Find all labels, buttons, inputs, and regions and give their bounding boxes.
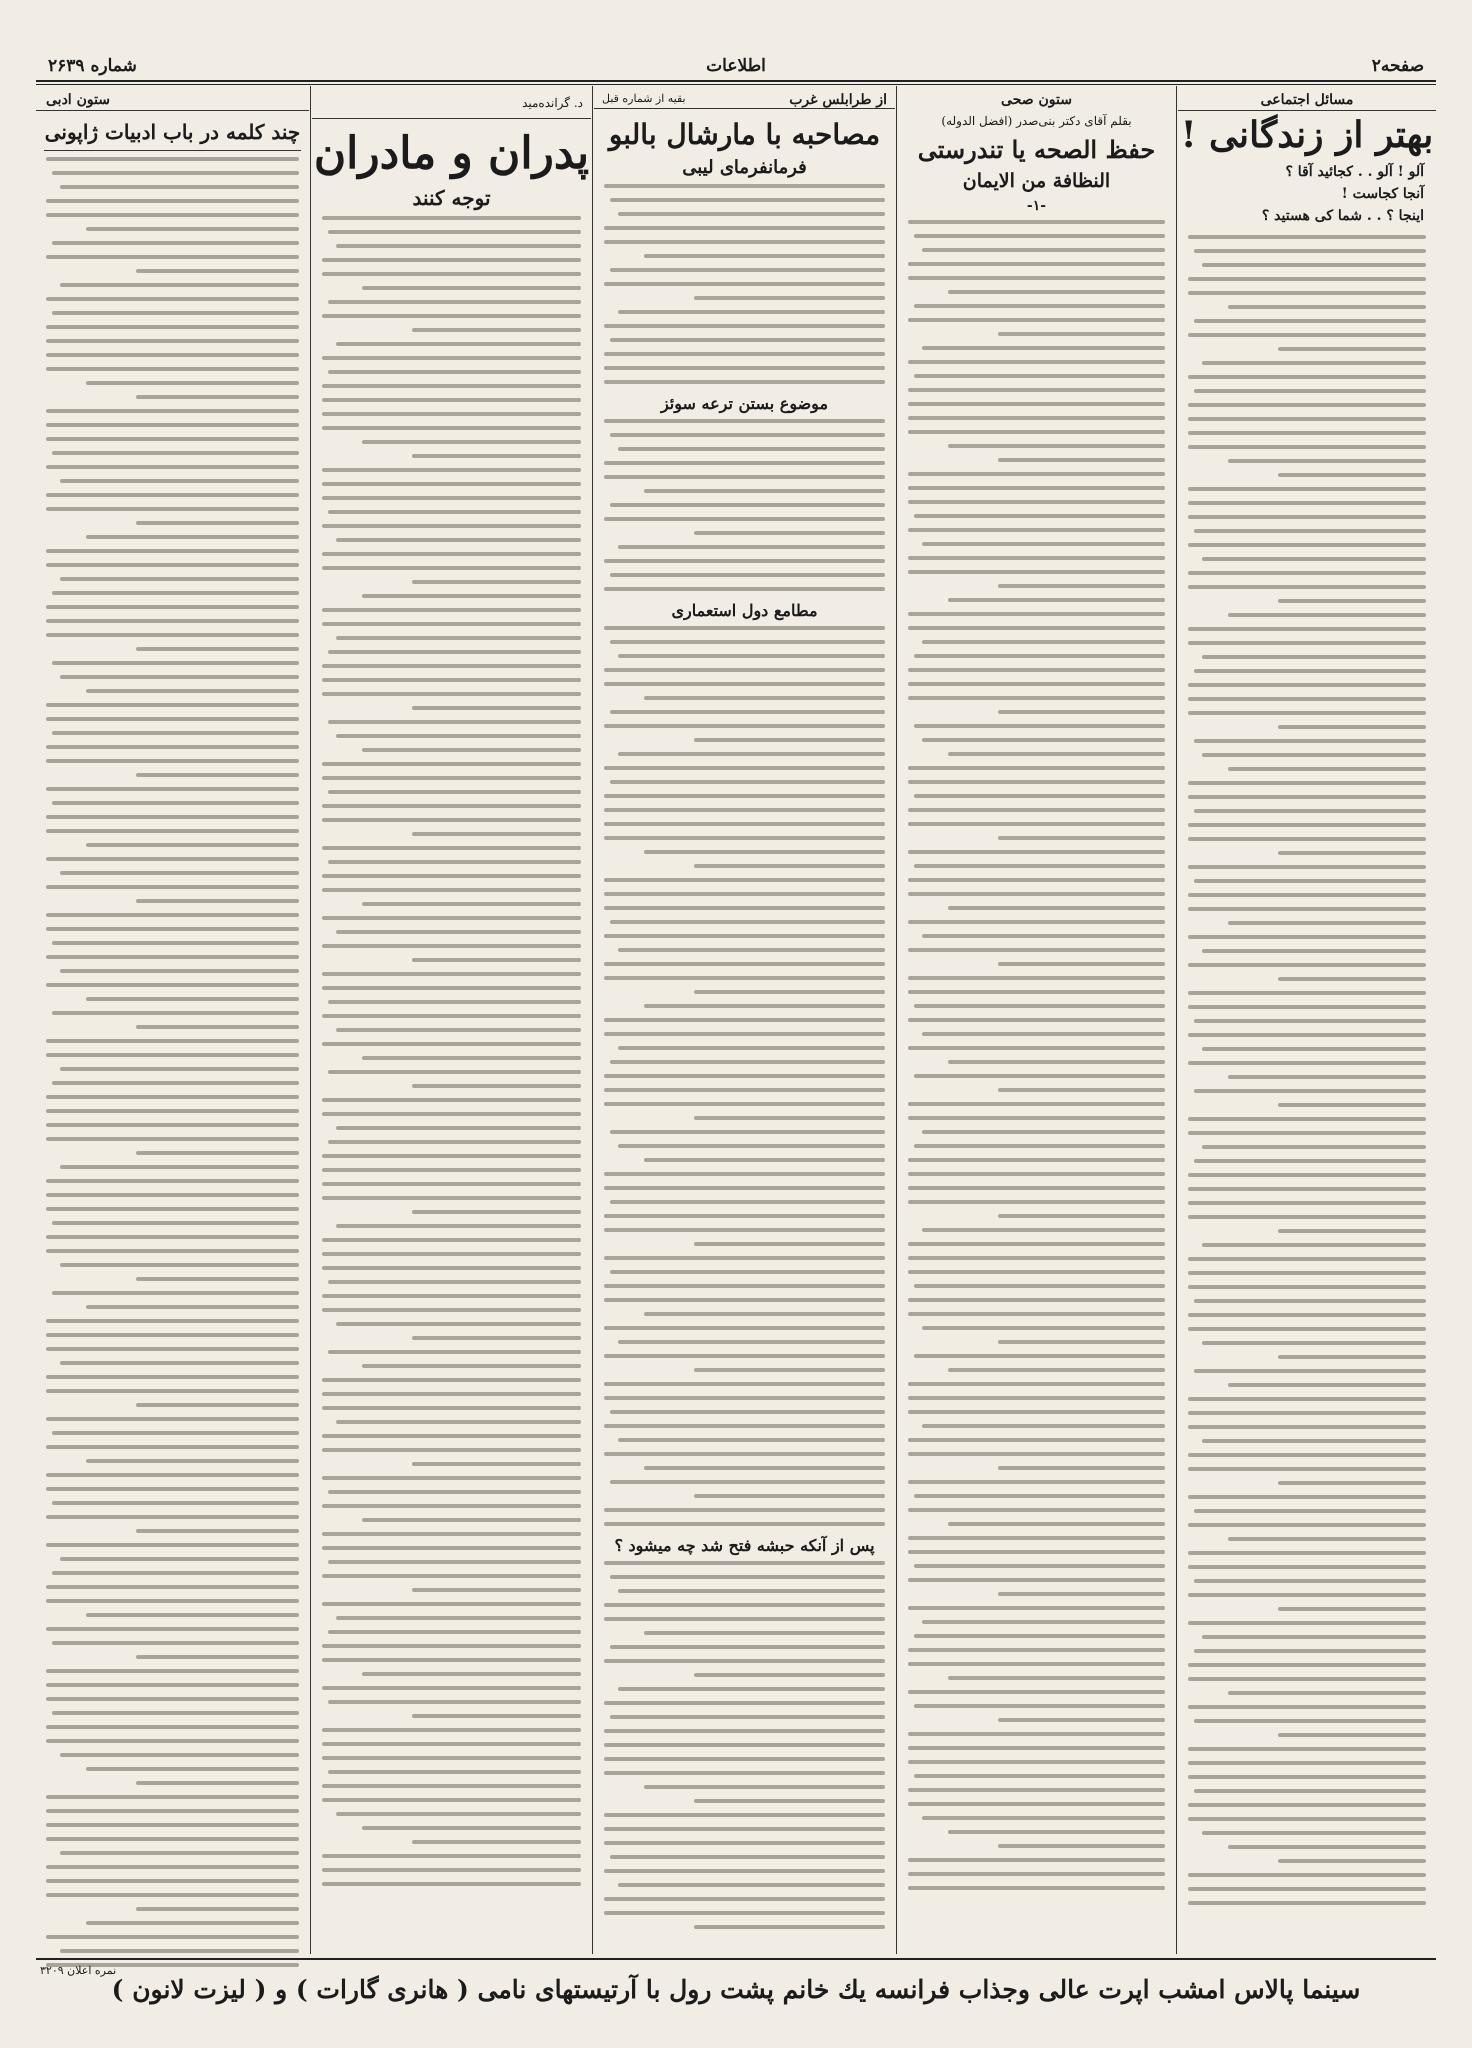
article-body	[604, 626, 885, 1526]
article-headline: بهتر از زندگانی !	[1180, 114, 1434, 156]
article-body	[322, 216, 581, 1886]
section-label: ستون ادبی	[46, 92, 111, 108]
dialog-line: اینجا ؟ . . شما کی هستید ؟	[1261, 207, 1424, 224]
article-body	[46, 157, 299, 1967]
column-social	[1178, 86, 1436, 1954]
column-divider	[592, 86, 593, 1954]
paper-name: اطلاعات	[706, 56, 766, 76]
article-body	[1188, 235, 1426, 1905]
page-label: صفحه۲	[1371, 56, 1424, 76]
section-label: از طرابلس غرب	[789, 92, 887, 108]
column-divider	[310, 86, 311, 1954]
article-body	[604, 419, 885, 591]
ad-text: سینما پالاس امشب اپرت عالی وجذاب فرانسه یك خانم پشت رول با آرتیستهای نامی ( هانری گارات ) و ( لیزت لانون )	[111, 1975, 1361, 2004]
article-headline: حفظ الصحه یا تندرستی	[917, 135, 1156, 164]
section-subheading: موضوع بستن ترعه سوئز	[660, 394, 829, 414]
article-subheadline: توجه کنند	[412, 185, 491, 210]
author-byline: د. گرانده‌مید	[522, 96, 583, 110]
article-body	[604, 184, 885, 384]
header-rule	[36, 80, 1436, 82]
section-label: ستون صحی	[1001, 92, 1072, 108]
article-headline: پدران و مادران	[313, 128, 590, 179]
column-health	[898, 86, 1175, 1954]
article-body	[908, 220, 1165, 1890]
article-subheadline: النظافة من الایمان	[962, 169, 1111, 192]
article-headline: مصاحبه با مارشال بالبو	[608, 118, 881, 151]
header-rule-thin	[36, 84, 1436, 85]
section-subheading: مطامع دول استعماری	[671, 601, 818, 621]
column-divider	[896, 86, 897, 1954]
column-literary	[36, 86, 309, 1954]
section-subheading: پس از آنکه حبشه فتح شد چه میشود ؟	[614, 1536, 875, 1556]
issue-number: شماره ۲۶۳۹	[48, 56, 137, 76]
column-divider	[1176, 86, 1177, 1954]
running-header	[40, 52, 1432, 82]
author-byline: بقلم آقای دکتر بنی‌صدر (افضل الدوله)	[941, 114, 1132, 128]
part-number: -۱-	[1026, 197, 1047, 214]
cinema-advertisement	[36, 1958, 1436, 2024]
article-headline: چند کلمه در باب ادبیات ژاپونی	[44, 120, 301, 144]
column-interview	[594, 86, 895, 1954]
article-body	[604, 1561, 885, 1929]
continued-note: بقیه از شماره قبل	[602, 92, 686, 105]
opening-dialog	[1190, 162, 1424, 227]
ad-number: نمره اعلان ۳۲۰۹	[40, 1964, 117, 1977]
column-parents	[312, 86, 591, 1954]
article-subheadline: فرمانفرمای لیبی	[682, 157, 807, 179]
dialog-line: آلو ! آلو . . کجائید آقا ؟	[1285, 164, 1424, 181]
section-label: مسائل اجتماعی	[1260, 92, 1354, 108]
dialog-line: آنجا کجاست !	[1341, 186, 1424, 203]
